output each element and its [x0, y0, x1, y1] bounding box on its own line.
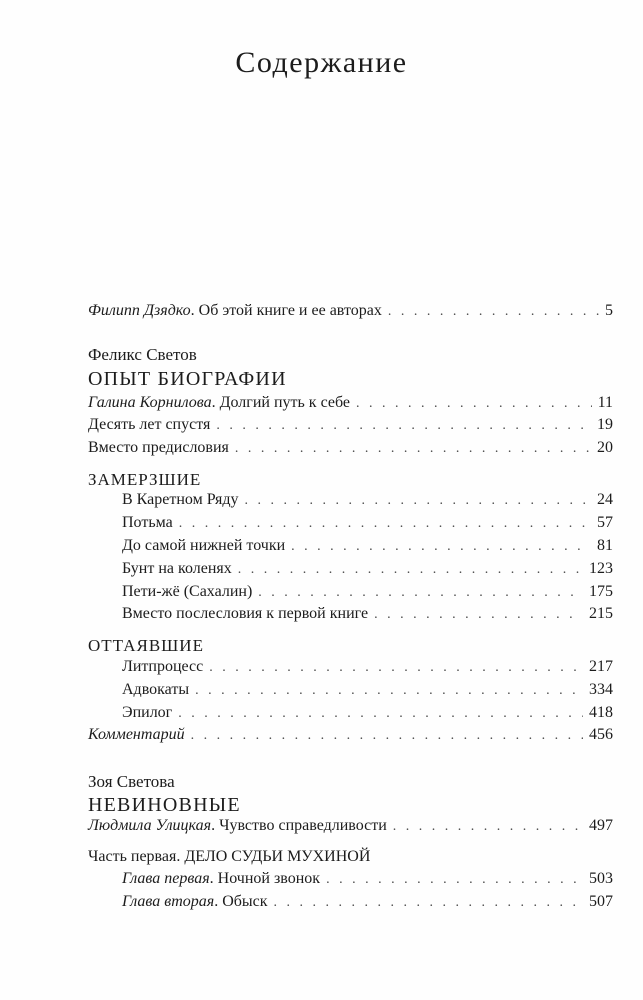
- entry-title: Потьма: [122, 514, 173, 531]
- page-number: 19: [597, 416, 613, 433]
- toc-entry[interactable]: [88, 439, 613, 461]
- part2-author: Зоя Светова: [88, 772, 175, 791]
- page-number: 11: [597, 394, 613, 411]
- leader-dots: [393, 819, 583, 835]
- entry-separator: .: [211, 394, 220, 411]
- part2-book-title: НЕВИНОВНЫЕ: [88, 794, 241, 816]
- part1-author: Феликс Светов: [88, 345, 197, 364]
- entry-title: Десять лет спустя: [88, 416, 211, 433]
- page-number: 175: [589, 583, 613, 600]
- entry-title: Чувство справедливости: [219, 817, 387, 834]
- toc-entry[interactable]: [122, 537, 613, 559]
- toc-entry[interactable]: [122, 658, 613, 680]
- leader-dots: [235, 441, 591, 457]
- leader-dots: [326, 872, 583, 888]
- toc-entry-part2-preface[interactable]: [88, 817, 613, 839]
- page-number: 215: [589, 605, 613, 622]
- toc-entry-chapter[interactable]: [122, 870, 613, 892]
- page-number: 507: [589, 893, 613, 910]
- leader-dots: [191, 728, 583, 744]
- leader-dots: [291, 539, 591, 555]
- leader-dots: [238, 562, 583, 578]
- entry-title: Литпроцесс: [122, 658, 204, 675]
- entry-title: Адвокаты: [122, 681, 190, 698]
- page-number: 20: [597, 439, 613, 456]
- entry-title: Эпилог: [122, 704, 173, 721]
- leader-dots: [374, 607, 583, 623]
- part-heading: Часть первая. ДЕЛО СУДЬИ МУХИНОЙ: [88, 848, 371, 865]
- entry-title: Бунт на коленях: [122, 560, 232, 577]
- leader-dots: [195, 683, 583, 699]
- entry-title: Обыск: [222, 893, 268, 910]
- toc-entry[interactable]: [122, 514, 613, 536]
- chapter-label: Глава вторая: [122, 893, 215, 910]
- entry-title: Пети-жё (Сахалин): [122, 583, 253, 600]
- page-number: 418: [589, 704, 613, 721]
- entry-author: Филипп Дзядко: [88, 302, 191, 319]
- toc-entry[interactable]: [122, 491, 613, 513]
- toc-entry[interactable]: [88, 416, 613, 438]
- page-number: 24: [597, 491, 613, 508]
- entry-title: До самой нижней точки: [122, 537, 286, 554]
- page-number: 334: [589, 681, 613, 698]
- page-number: 57: [597, 514, 613, 531]
- part1-book-title: ОПЫТ БИОГРАФИИ: [88, 368, 287, 390]
- toc-entry[interactable]: [122, 605, 613, 627]
- page-number: 503: [589, 870, 613, 887]
- entry-separator: .: [209, 870, 218, 887]
- toc-entry[interactable]: [122, 704, 613, 726]
- leader-dots: [179, 516, 591, 532]
- page-number: 123: [589, 560, 613, 577]
- leader-dots: [356, 396, 592, 412]
- section-heading: ОТТАЯВШИЕ: [88, 636, 204, 655]
- page-number: 497: [589, 817, 613, 834]
- page-number: 456: [589, 726, 613, 743]
- toc-entry-commentary[interactable]: [88, 726, 613, 748]
- toc-entry-chapter[interactable]: [122, 893, 613, 915]
- toc-entry[interactable]: [122, 681, 613, 703]
- chapter-label: Глава первая: [122, 870, 210, 887]
- entry-title: Ночной звонок: [217, 870, 321, 887]
- section-heading: ЗАМЕРЗШИЕ: [88, 470, 202, 489]
- toc-entry[interactable]: [122, 560, 613, 582]
- toc-entry[interactable]: [122, 583, 613, 605]
- entry-title: В Каретном Ряду: [122, 491, 239, 508]
- leader-dots: [216, 418, 591, 434]
- toc-entry-part1-preface[interactable]: [88, 394, 613, 416]
- page-title: Содержание: [235, 46, 408, 79]
- page-number: 5: [605, 302, 613, 319]
- entry-title: Долгий путь к себе: [219, 394, 351, 411]
- entry-title: Комментарий: [88, 726, 185, 743]
- entry-author: Галина Корнилова: [88, 394, 212, 411]
- entry-title: Вместо предисловия: [88, 439, 229, 456]
- leader-dots: [258, 585, 583, 601]
- leader-dots: [178, 706, 583, 722]
- page-number: 81: [597, 537, 613, 554]
- entry-separator: .: [190, 302, 199, 319]
- leader-dots: [245, 493, 592, 509]
- entry-title: Вместо послесловия к первой книге: [122, 605, 369, 622]
- leader-dots: [388, 304, 599, 320]
- leader-dots: [209, 660, 583, 676]
- entry-title: Об этой книге и ее авторах: [198, 302, 382, 319]
- page-number: 217: [589, 658, 613, 675]
- entry-author: Людмила Улицкая: [88, 817, 212, 834]
- toc-entry-intro[interactable]: [88, 302, 613, 324]
- entry-separator: .: [214, 893, 223, 910]
- entry-separator: .: [211, 817, 220, 834]
- leader-dots: [274, 895, 583, 911]
